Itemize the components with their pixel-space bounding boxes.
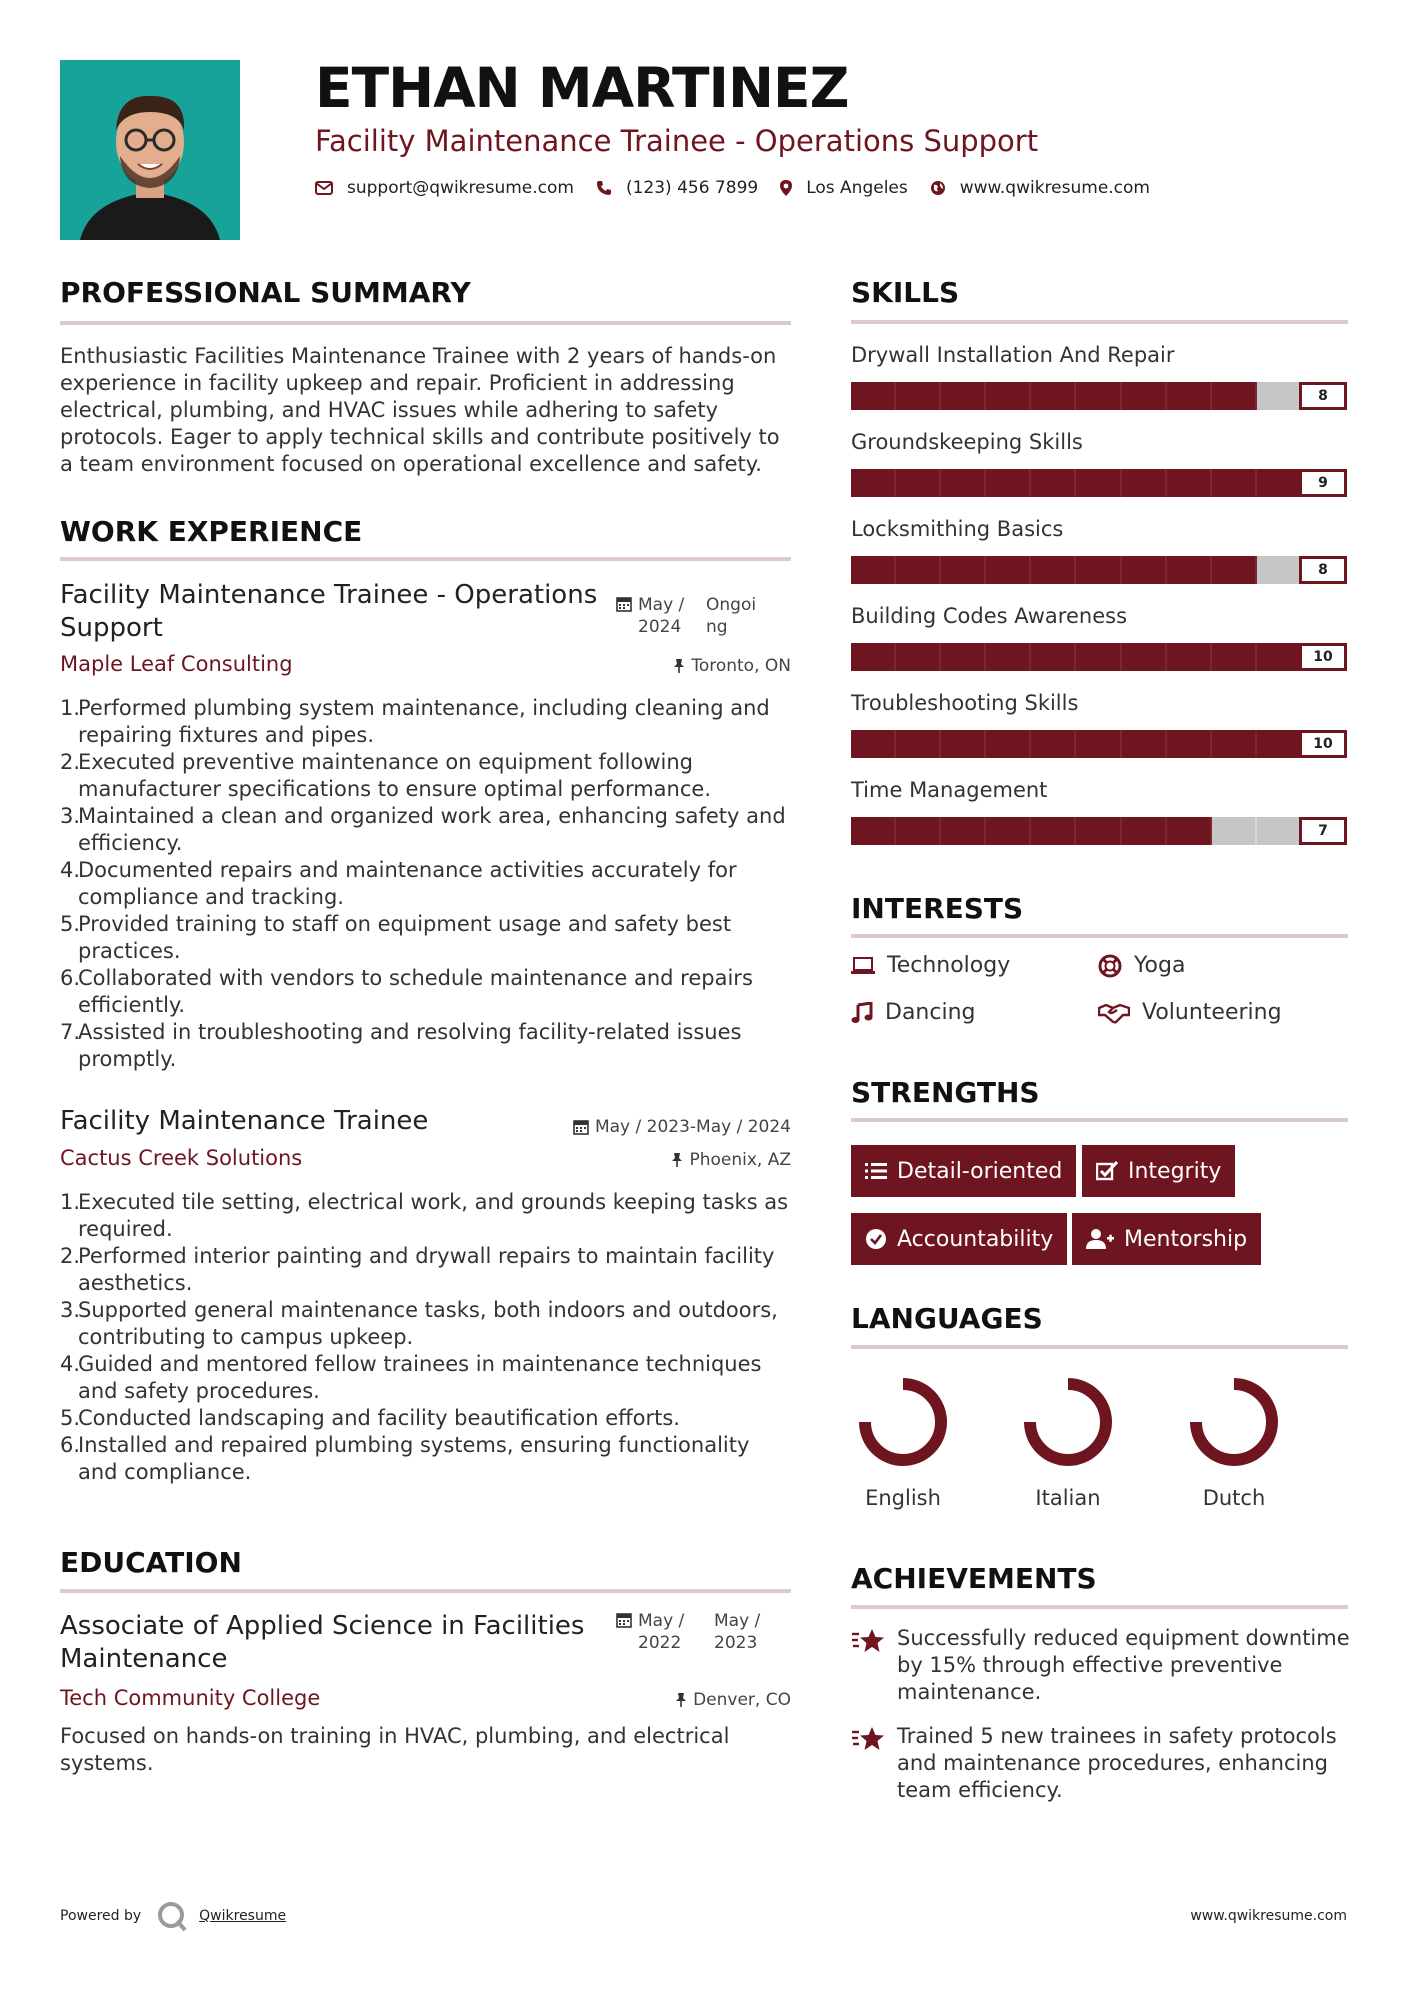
- language-label: English: [865, 1486, 941, 1510]
- checkbox-icon: [1096, 1161, 1118, 1181]
- footer-url[interactable]: www.qwikresume.com: [1190, 1908, 1347, 1924]
- job-date: [616, 594, 756, 638]
- skill-bar-segment: [1167, 643, 1212, 671]
- languages-heading: LANGUAGES: [851, 1302, 1043, 1335]
- skill-bar-segment: [1076, 730, 1121, 758]
- section-divider: [851, 934, 1348, 938]
- language-ring: [843, 1370, 963, 1474]
- date-start-year: 2022: [638, 1633, 682, 1653]
- skill-bar-segment: [1257, 382, 1302, 410]
- star-award-icon: [851, 1627, 885, 1655]
- skill-bar-segment: [851, 817, 896, 845]
- work-heading: WORK EXPERIENCE: [60, 515, 363, 548]
- skill-level-value: 10: [1299, 643, 1347, 671]
- skill-bar-segment: [851, 469, 896, 497]
- skill-bar-segment: [896, 730, 941, 758]
- job-title: Facility Maintenance Trainee: [60, 1106, 429, 1136]
- skill-bar: [851, 556, 1347, 584]
- phone-text: (123) 456 7899: [625, 178, 759, 198]
- calendar-icon: [616, 1612, 632, 1628]
- skill-bar-segment: [941, 643, 986, 671]
- skill-name: Troubleshooting Skills: [851, 691, 1079, 715]
- skill-bar-segment: [1122, 556, 1167, 584]
- skill-bar-segment: [1257, 556, 1302, 584]
- school-name: Tech Community College: [60, 1686, 321, 1710]
- education-location: [675, 1690, 791, 1710]
- skill-bar-segment: [896, 556, 941, 584]
- skill-bar: [851, 817, 1347, 845]
- skill-bar-segment: [1212, 643, 1257, 671]
- skill-bar-segment: [1031, 556, 1076, 584]
- skill-bar-segment: [1031, 382, 1076, 410]
- strength-badge: Detail-oriented: [851, 1145, 1076, 1197]
- laptop-icon: [851, 957, 875, 975]
- date-start-year: 2024: [638, 617, 682, 637]
- skill-level-value: 9: [1299, 469, 1347, 497]
- section-divider: [851, 1605, 1348, 1609]
- skill-bar-segment: [941, 730, 986, 758]
- avatar: [60, 60, 240, 240]
- skill-bar-segment: [1031, 817, 1076, 845]
- skill-bar-segment: [1212, 556, 1257, 584]
- map-pin-icon: [780, 180, 792, 196]
- contact-website[interactable]: [930, 178, 1150, 198]
- skill-bar-segment: [896, 382, 941, 410]
- education-location-text: Denver, CO: [693, 1690, 791, 1710]
- strengths-heading: STRENGTHS: [851, 1076, 1040, 1109]
- job-location: [671, 1150, 791, 1170]
- phone-icon: [596, 180, 612, 196]
- skills-heading: SKILLS: [851, 276, 960, 309]
- skill-bar-segment: [896, 817, 941, 845]
- contact-email[interactable]: [315, 178, 574, 198]
- skill-bar-segment: [1031, 469, 1076, 497]
- skill-bar-segment: [986, 556, 1031, 584]
- contact-location: [780, 178, 908, 198]
- job-bullets: [60, 695, 790, 1073]
- list-item: 1. Performed plumbing system maintenance, including cleaning and repairing fixtures and pipes.: [60, 696, 770, 747]
- contact-phone[interactable]: [596, 178, 758, 198]
- skill-bar-segment: [1167, 730, 1212, 758]
- list-item: 2. Executed preventive maintenance on equipment following manufacturer specifications to ensure optimal performance.: [60, 750, 712, 801]
- language-arc: [1196, 1384, 1272, 1460]
- skill-bar-segment: [1257, 730, 1302, 758]
- language-arc: [865, 1384, 941, 1460]
- skill-bar-segment: [1212, 730, 1257, 758]
- email-text: support@qwikresume.com: [347, 178, 574, 198]
- job-location-text: Phoenix, AZ: [689, 1150, 791, 1170]
- date-end-month: May /: [714, 1611, 761, 1631]
- brand-link[interactable]: Qwikresume: [199, 1908, 287, 1924]
- skill-bar-segment: [896, 469, 941, 497]
- list-item: 6. Installed and repaired plumbing systems, ensuring functionality and compliance.: [60, 1433, 750, 1484]
- skill-bar-segment: [1167, 382, 1212, 410]
- company-name: Cactus Creek Solutions: [60, 1146, 303, 1170]
- skill-bar-segment: [1257, 469, 1302, 497]
- skill-name: Time Management: [851, 778, 1048, 802]
- skill-bar-segment: [896, 643, 941, 671]
- list-item: 4. Documented repairs and maintenance activities accurately for compliance and tracking.: [60, 858, 737, 909]
- qwikresume-logo-icon: [155, 1900, 189, 1932]
- pin-icon: [671, 1152, 683, 1168]
- skill-name: Building Codes Awareness: [851, 604, 1128, 628]
- skill-bar-segment: [1076, 817, 1121, 845]
- interests-heading: INTERESTS: [851, 892, 1024, 925]
- website-text: www.qwikresume.com: [959, 178, 1150, 198]
- skill-bar-segment: [1122, 730, 1167, 758]
- section-divider: [851, 320, 1348, 324]
- strength-badge: Mentorship: [1072, 1213, 1261, 1265]
- skill-bar-segment: [1031, 643, 1076, 671]
- globe-icon: [930, 180, 946, 196]
- calendar-icon: [573, 1119, 589, 1135]
- candidate-name: ETHAN MARTINEZ: [315, 56, 849, 120]
- achievement-item: Successfully reduced equipment downtime by 15% through effective preventive maintenance.: [851, 1625, 1351, 1706]
- interest-item: Technology: [851, 953, 1010, 978]
- skill-level-value: 8: [1299, 382, 1347, 410]
- language-label: Dutch: [1202, 1486, 1266, 1510]
- skill-bar-segment: [851, 643, 896, 671]
- company-name: Maple Leaf Consulting: [60, 652, 293, 676]
- handshake-icon: [1098, 1002, 1130, 1024]
- list-item: 6. Collaborated with vendors to schedule maintenance and repairs efficiently.: [60, 966, 753, 1017]
- list-item: 5. Conducted landscaping and facility beautification efforts.: [60, 1406, 680, 1430]
- list-icon: [865, 1162, 887, 1180]
- list-item: 3. Maintained a clean and organized work area, enhancing safety and efficiency.: [60, 804, 786, 855]
- contact-bar: [315, 178, 1172, 198]
- skill-bar-segment: [1076, 643, 1121, 671]
- skill-bar-segment: [986, 817, 1031, 845]
- education-description: Focused on hands-on training in HVAC, plumbing, and electrical systems.: [60, 1724, 730, 1775]
- section-divider: [60, 1589, 791, 1593]
- skill-bar-segment: [986, 469, 1031, 497]
- achievement-item: Trained 5 new trainees in safety protocols and maintenance procedures, enhancing team efficiency.: [851, 1723, 1351, 1804]
- list-item: 4. Guided and mentored fellow trainees in maintenance techniques and safety procedures.: [60, 1352, 762, 1403]
- language-gauge: [1008, 1370, 1128, 1478]
- skill-bar-segment: [1031, 730, 1076, 758]
- skill-bar-segment: [941, 382, 986, 410]
- calendar-icon: [616, 596, 632, 612]
- language-ring: [1008, 1370, 1128, 1474]
- skill-bar-segment: [1212, 382, 1257, 410]
- skill-bar-segment: [851, 730, 896, 758]
- date-end-part1: Ongoi: [706, 595, 757, 615]
- list-item: 5. Provided training to staff on equipment usage and safety best practices.: [60, 912, 732, 963]
- skill-bar-segment: [986, 643, 1031, 671]
- envelope-icon: [315, 181, 333, 195]
- summary-heading: PROFESSIONAL SUMMARY: [60, 276, 471, 309]
- skill-bar: [851, 643, 1347, 671]
- list-item: 2. Performed interior painting and drywall repairs to maintain facility aesthetics.: [60, 1244, 775, 1295]
- skill-bar-segment: [1212, 817, 1257, 845]
- education-heading: EDUCATION: [60, 1546, 242, 1579]
- skill-bar-segment: [1257, 817, 1302, 845]
- skill-bar: [851, 382, 1347, 410]
- skill-level-value: 8: [1299, 556, 1347, 584]
- location-text: Los Angeles: [806, 178, 908, 198]
- skill-level-value: 7: [1299, 817, 1347, 845]
- profile-photo: [60, 60, 240, 240]
- language-label: Italian: [1035, 1486, 1101, 1510]
- job-title: Facility Maintenance Trainee - Operations Support: [60, 580, 598, 643]
- job-location-text: Toronto, ON: [691, 656, 791, 676]
- language-arc: [1030, 1384, 1106, 1460]
- skill-bar-segment: [1167, 469, 1212, 497]
- skill-bar-segment: [1122, 643, 1167, 671]
- section-divider: [60, 321, 791, 325]
- date-end-year: 2023: [714, 1633, 758, 1653]
- list-item: 1. Executed tile setting, electrical work, and grounds keeping tasks as required.: [60, 1190, 789, 1241]
- footer-powered-by: [60, 1900, 286, 1932]
- list-item: 3. Supported general maintenance tasks, both indoors and outdoors, contributing to campus upkeep.: [60, 1298, 778, 1349]
- job-location: [673, 656, 791, 676]
- lifebuoy-icon: [1098, 954, 1122, 978]
- skill-bar-segment: [1076, 469, 1121, 497]
- skill-bar: [851, 730, 1347, 758]
- skill-name: Groundskeeping Skills: [851, 430, 1083, 454]
- interest-item: Dancing: [851, 1000, 975, 1025]
- powered-by-text: Powered by: [60, 1908, 142, 1924]
- skill-name: Locksmithing Basics: [851, 517, 1064, 541]
- date-end-part2: ng: [706, 617, 728, 637]
- skill-bar-segment: [1212, 469, 1257, 497]
- job-bullets: [60, 1189, 790, 1486]
- skill-name: Drywall Installation And Repair: [851, 343, 1175, 367]
- interest-item: Volunteering: [1098, 1000, 1282, 1025]
- section-divider: [851, 1118, 1348, 1122]
- skill-bar-segment: [986, 382, 1031, 410]
- skill-bar-segment: [941, 556, 986, 584]
- music-note-icon: [851, 1002, 873, 1024]
- skill-bar-segment: [941, 469, 986, 497]
- pin-icon: [673, 658, 685, 674]
- skill-level-value: 10: [1299, 730, 1347, 758]
- skill-bar-segment: [1257, 643, 1302, 671]
- skill-bar-segment: [851, 556, 896, 584]
- language-gauge: [1174, 1370, 1294, 1478]
- skill-bar: [851, 469, 1347, 497]
- education-date: [616, 1610, 760, 1654]
- summary-text: Enthusiastic Facilities Maintenance Trainee with 2 years of hands-on experience in facility upkeep and repair. Proficient in addressing electrical, plumbing, and HVAC issues while adhering to safety protocols. Eager to apply technical skills and contribute positively to a team environment focused on operational excellence and safety.: [60, 344, 780, 476]
- date-start-month: May /: [638, 595, 685, 615]
- skill-bar-segment: [986, 730, 1031, 758]
- strength-badge: Accountability: [851, 1213, 1067, 1265]
- job-date-text: May / 2023-May / 2024: [594, 1117, 791, 1137]
- job-date: [573, 1117, 791, 1137]
- language-gauge: [843, 1370, 963, 1478]
- user-plus-icon: [1086, 1228, 1114, 1250]
- skill-bar-segment: [851, 382, 896, 410]
- pin-icon: [675, 1692, 687, 1708]
- star-award-icon: [851, 1725, 885, 1753]
- skill-bar-segment: [1122, 382, 1167, 410]
- date-start-month: May /: [638, 1611, 685, 1631]
- strength-badge: Integrity: [1082, 1145, 1235, 1197]
- skill-bar-segment: [1122, 469, 1167, 497]
- section-divider: [60, 557, 791, 561]
- candidate-title: Facility Maintenance Trainee - Operations Support: [315, 124, 1039, 158]
- skill-bar-segment: [1122, 817, 1167, 845]
- degree-title: Associate of Applied Science in Facilities Maintenance: [60, 1611, 585, 1674]
- skill-bar-segment: [1076, 382, 1121, 410]
- section-divider: [851, 1345, 1348, 1349]
- skill-bar-segment: [1167, 556, 1212, 584]
- list-item: 7. Assisted in troubleshooting and resolving facility-related issues promptly.: [60, 1020, 742, 1071]
- language-ring: [1174, 1370, 1294, 1474]
- skill-bar-segment: [941, 817, 986, 845]
- achievements-heading: ACHIEVEMENTS: [851, 1562, 1097, 1595]
- skill-bar-segment: [1076, 556, 1121, 584]
- interest-item: Yoga: [1098, 953, 1185, 978]
- check-circle-icon: [865, 1228, 887, 1250]
- skill-bar-segment: [1167, 817, 1212, 845]
